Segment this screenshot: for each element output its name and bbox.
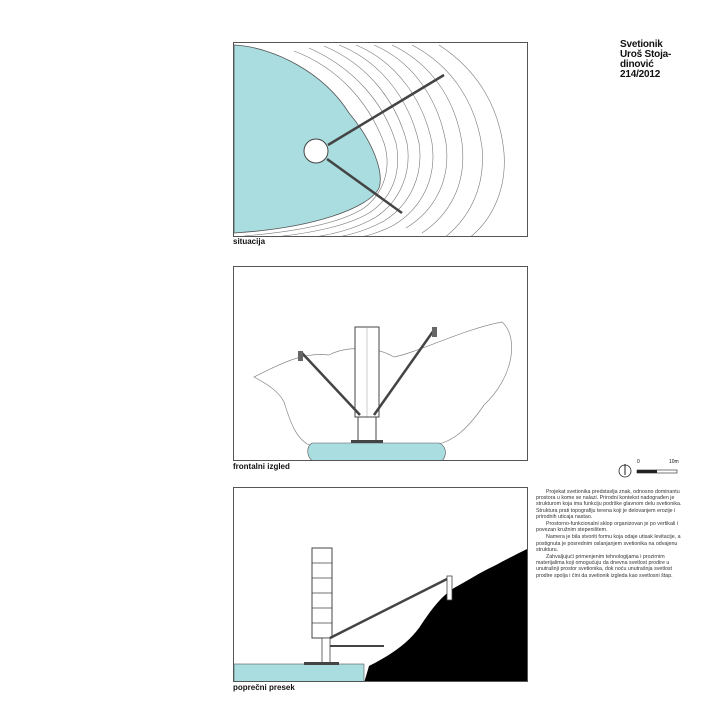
- ground-section: [364, 548, 528, 682]
- strut-right: [374, 330, 434, 415]
- situation-plan-drawing: [234, 43, 528, 237]
- title-line-2: Uroš Stoja-: [620, 49, 672, 60]
- cross-section-panel: [233, 487, 528, 682]
- scale-zero: 0: [637, 459, 640, 465]
- front-label: frontalni izgled: [233, 462, 290, 471]
- terrain-outline: [254, 322, 512, 445]
- description-paragraph: Namera je bila stvoriti formu koja odaje utisak levitacije, a postignuta je posrednim oslanjanjem svetionika na odvajenu strukturu.: [536, 534, 681, 553]
- description-paragraph: Projekat svetionika predstavlja znak, odnosno dominantu prostora u kome se nalazi. Prirodni kontekst nadograđen je strukturom koja ima funkciju podrške glavnom delu svetionika. Struktura prati topografiju terena koji je delovanjem erozije i prirodnih uticaja nastao.: [536, 489, 682, 520]
- situation-plan-panel: [233, 42, 528, 237]
- upper-anchor: [447, 576, 452, 600]
- front-elevation-panel: [233, 266, 528, 461]
- section-label: poprečni presek: [233, 683, 295, 692]
- water-front: [308, 443, 446, 461]
- strut-left-anchor: [298, 351, 303, 361]
- strut-right-anchor: [432, 327, 437, 337]
- front-elevation-drawing: [234, 267, 528, 461]
- lighthouse-base: [358, 417, 376, 442]
- description: [536, 489, 686, 580]
- section-base: [322, 638, 330, 664]
- scale-bar-fill: [637, 470, 657, 473]
- title-block: [620, 40, 671, 80]
- situation-label: situacija: [233, 237, 266, 246]
- cross-section-drawing: [234, 488, 528, 682]
- title-line-1: Svetionik: [620, 39, 663, 50]
- title-line-4: 214/2012: [620, 69, 661, 80]
- water-area: [234, 45, 380, 233]
- section-footing: [304, 662, 339, 665]
- water-section: [234, 664, 364, 682]
- lighthouse-plan-circle: [304, 139, 328, 163]
- scale-end: 10m: [669, 459, 679, 465]
- description-paragraph: Prostorno-funkcionalni sklop organizovan je po vertikali i povezan kružnim stepeništem.: [536, 521, 678, 534]
- base-footing: [351, 440, 383, 443]
- scale-widget: [617, 461, 687, 486]
- description-paragraph: Zahvaljujući primenjenim tehnologijama i prozirnim materijalima koji omogućuju da dnevna svetlost prodire u unutrašnji prostor svetionika, dok noću unutrašnja svetlost prodire spolja i čini da svetionik izgleda kao svetlosni štap.: [536, 554, 673, 579]
- strut-left: [302, 353, 360, 415]
- title-line-3: dinović: [620, 59, 654, 70]
